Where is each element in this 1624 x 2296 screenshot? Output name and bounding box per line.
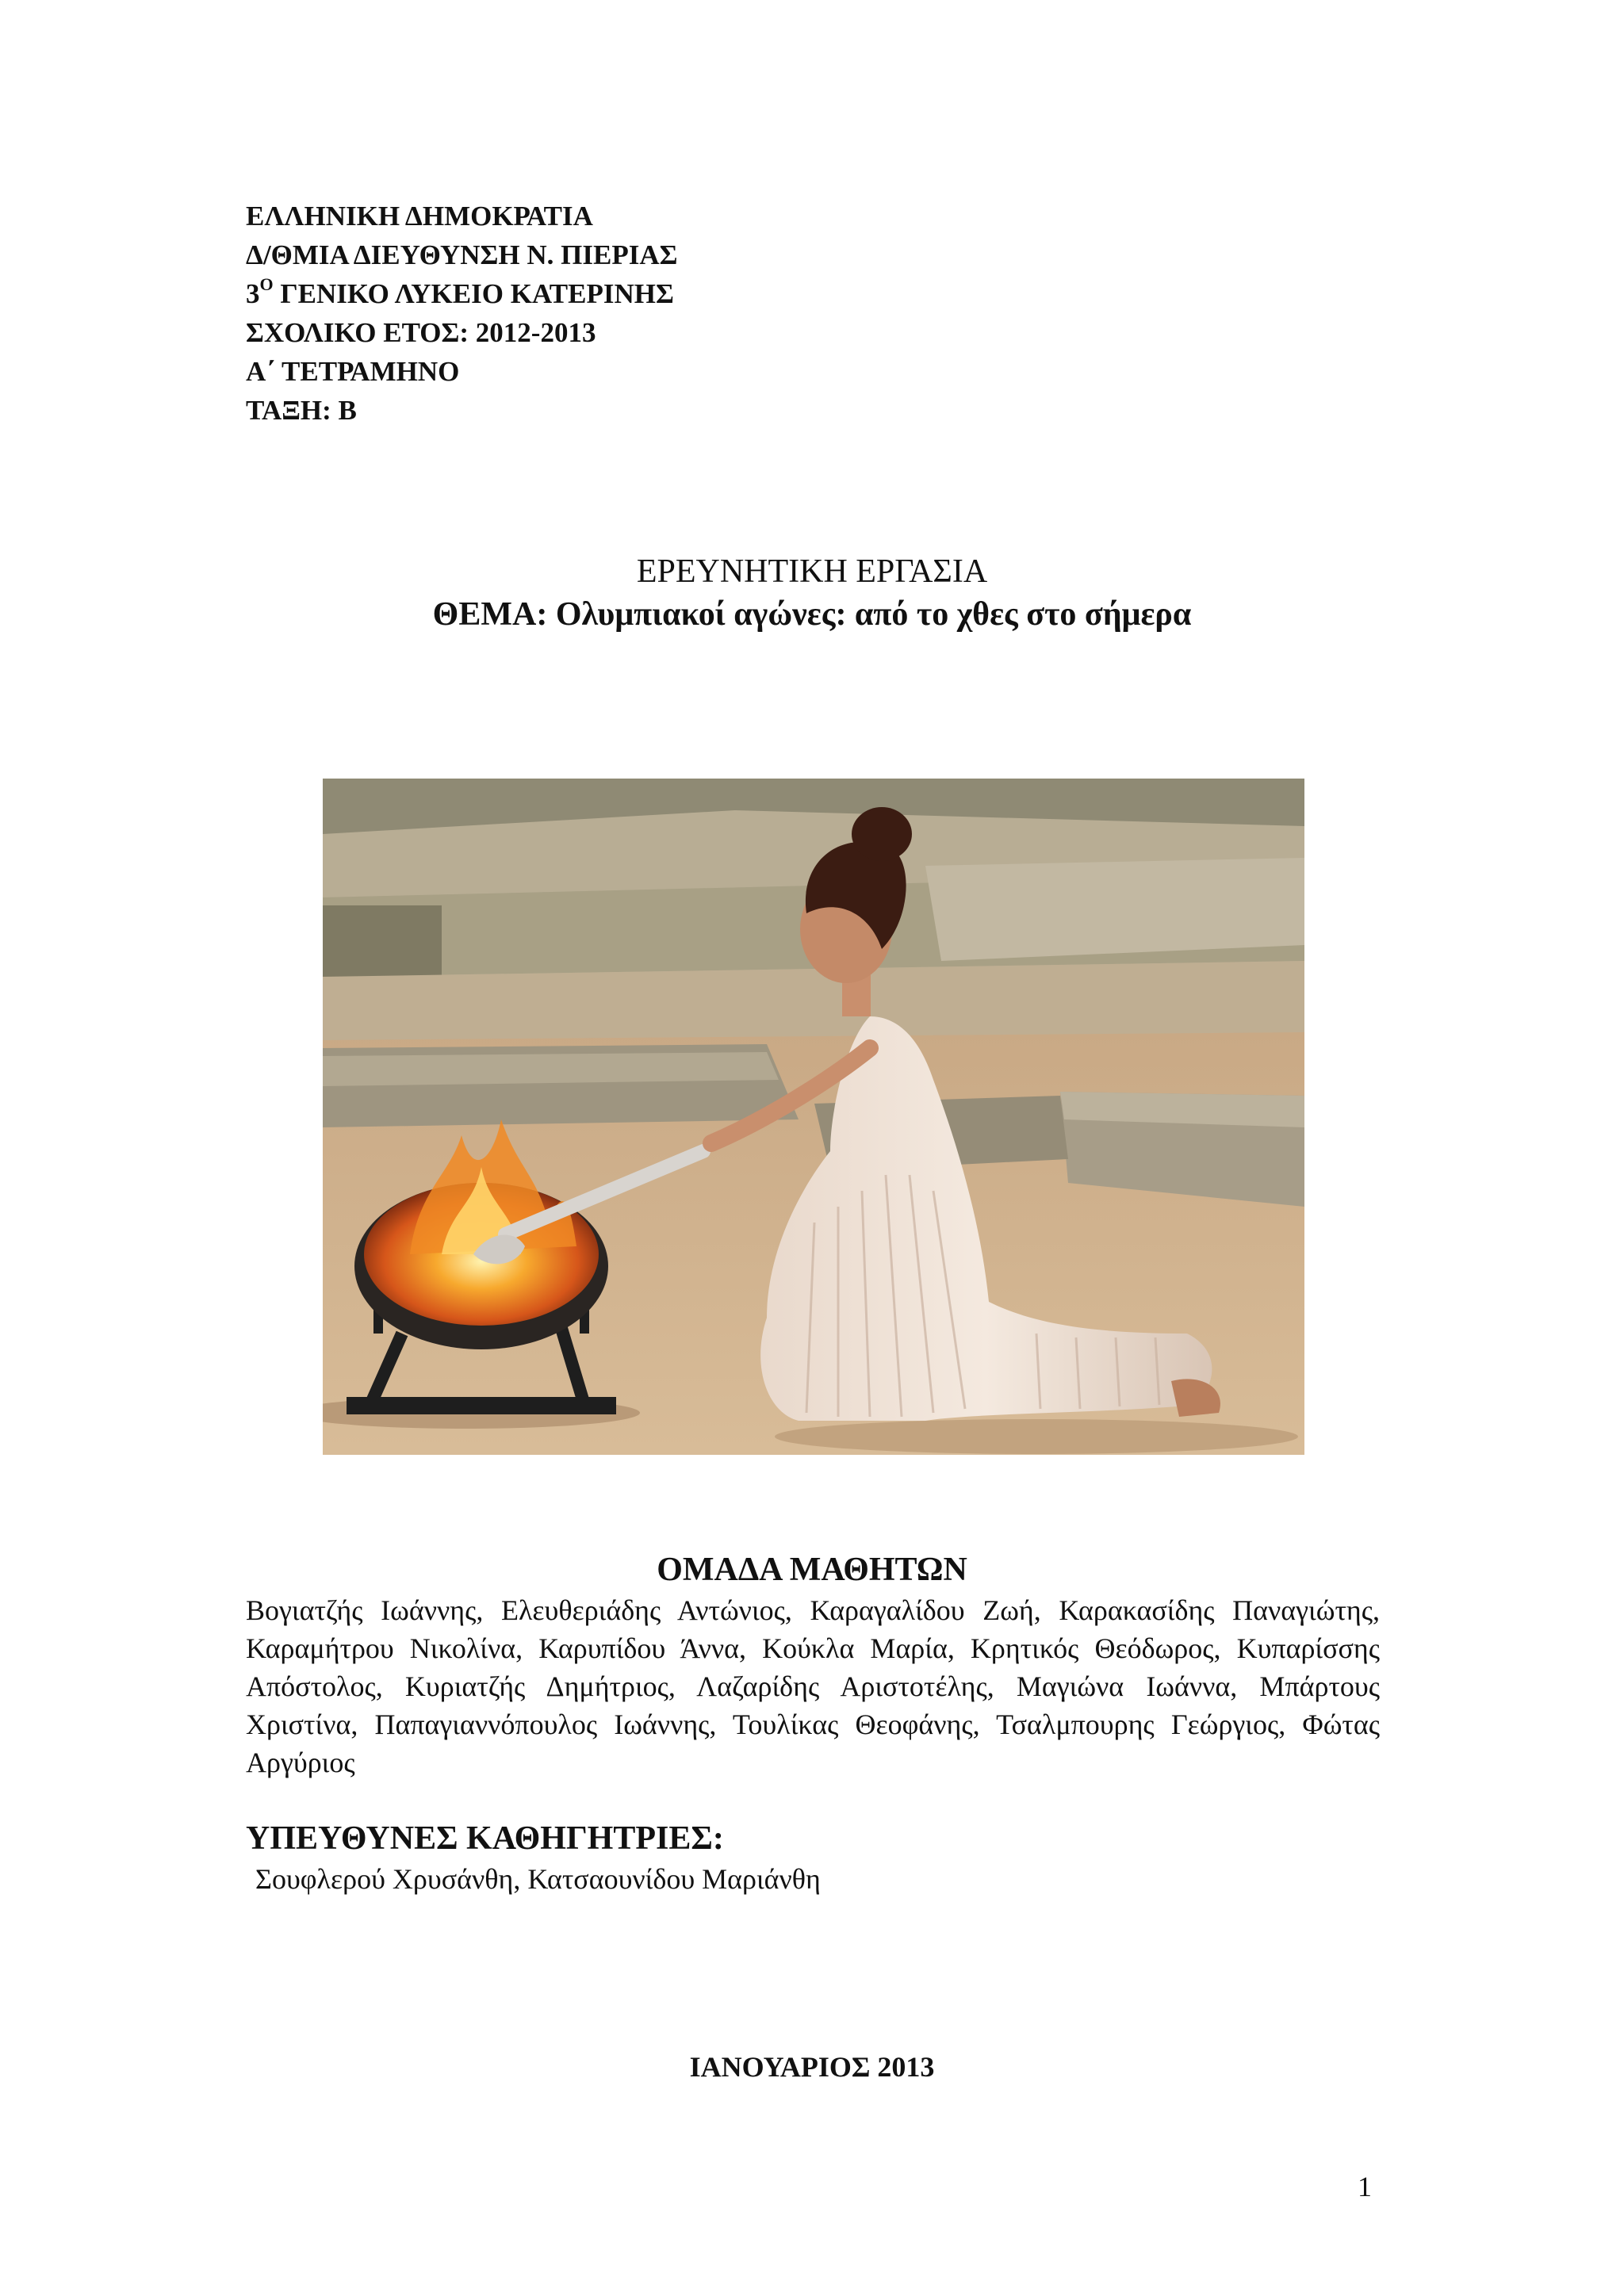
school-number: 3: [246, 278, 260, 309]
student-group-title: ΟΜΑΔΑ ΜΑΘΗΤΩΝ: [657, 1552, 967, 1588]
teachers-names: Σουφλερού Χρυσάνθη, Κατσαουνίδου Μαριάνθη: [255, 1863, 821, 1895]
student-list: Βογιατζής Ιωάννης, Ελευθεριάδης Αντώνιος, Καραγαλίδου Ζωή, Καρακασίδης Παναγιώτης, Καραμήτρου Νικολίνα, Καρυπίδου Άννα, Κούκλα Μαρία, Κρητικός Θεόδωρος, Κυπαρίσσης Απόστολος, Κυριατζής Δημήτριος, Λαζαρίδης Αριστοτέλης, Μαγιώνα Ιωάννα, Μπάρτους Χριστίνα, Παπαγιαννόπουλος Ιωάννης, Τουλίκας Θεοφάνης, Τσαλμπουρης Γεώργιος, Φώτας Αργύριος: [246, 1594, 1380, 1778]
document-subject: ΘΕΜΑ: Ολυμπιακοί αγώνες: από το χθες στο σήμερα: [432, 596, 1192, 633]
school-name: ΓΕΝΙΚΟ ΛΥΚΕΙΟ ΚΑΤΕΡΙΝΗΣ: [273, 278, 674, 309]
school-number-superscript: Ο: [259, 274, 274, 294]
teachers-title: ΥΠΕΥΘΥΝΕΣ ΚΑΘΗΓΗΤΡΙΕΣ:: [246, 1820, 724, 1857]
header-line-school: [246, 274, 677, 313]
page-number: 1: [1358, 2171, 1372, 2202]
cover-photo: [323, 779, 1304, 1455]
document-heading: ΕΡΕΥΝΗΤΙΚΗ ΕΡΓΑΣΙΑ: [636, 553, 988, 590]
header-line-school-year: ΣΧΟΛΙΚΟ ΕΤΟΣ: 2012-2013: [246, 317, 596, 348]
header-line-class: ΤΑΞΗ: Β: [246, 395, 357, 426]
header-line-directorate: Δ/ΘΜΙΑ ΔΙΕΥΘΥΝΣΗ Ν. ΠΙΕΡΙΑΣ: [246, 239, 678, 270]
olympic-flame-lighting-illustration: [323, 779, 1304, 1455]
title-block: [0, 550, 1624, 636]
document-header: [246, 197, 677, 430]
header-line-term: Α΄ ΤΕΤΡΑΜΗΝΟ: [246, 356, 460, 387]
document-date: ΙΑΝΟΥΑΡΙΟΣ 2013: [689, 2051, 935, 2083]
header-line-country: ΕΛΛΗΝΙΚΗ ΔΗΜΟΚΡΑΤΙΑ: [246, 201, 593, 232]
